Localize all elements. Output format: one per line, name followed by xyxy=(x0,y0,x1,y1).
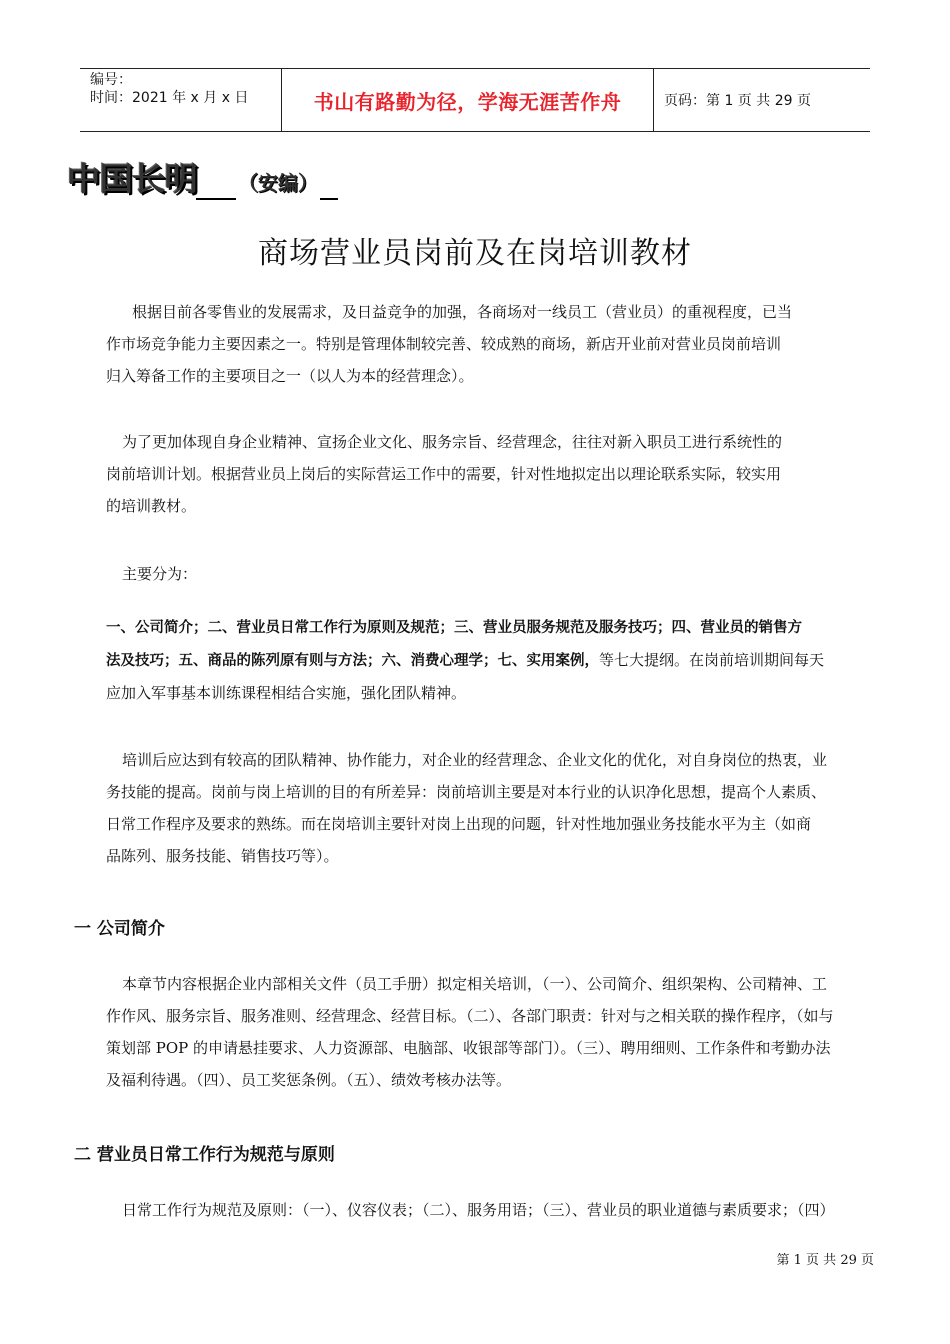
logo-brand: 中国长明 xyxy=(66,160,198,198)
purpose-paragraph xyxy=(106,426,886,522)
purpose-line: 为了更加体现自身企业精神、宣扬企业文化、服务宗旨、经营理念，往往对新入职员工进行系统性的 xyxy=(122,433,783,451)
header-time-label: 时间：2021 年 x 月 x 日 xyxy=(90,90,249,106)
goal-line: 品陈列、服务技能、销售技巧等）。 xyxy=(106,847,339,865)
section-1-line: 本章节内容根据企业内部相关文件（员工手册）拟定相关培训，（一）、公司简介、组织架构、公司精神、工 xyxy=(122,975,828,993)
goal-paragraph xyxy=(106,744,886,872)
section-2-heading: 二 营业员日常工作行为规范与原则 xyxy=(74,1145,335,1165)
goal-line: 培训后应达到有较高的团队精神、协作能力，对企业的经营理念、企业文化的优化，对自身岗位的热衷，业 xyxy=(122,751,828,769)
intro-line: 归入筹备工作的主要项目之一（以人为本的经营理念）。 xyxy=(106,367,474,385)
header-page-label: 页码：第 1 页 共 29 页 xyxy=(664,93,811,109)
goal-line: 务技能的提高。岗前与岗上培训的目的有所差异：岗前培训主要是对本行业的认识净化思想，提高个人素质、 xyxy=(106,783,827,801)
section-1-paragraph xyxy=(106,968,886,1096)
outline-line-1: 一、公司简介；二、营业员日常工作行为原则及规范；三、营业员服务规范及服务技巧；四、营业员的销售方 xyxy=(106,620,802,636)
document-title: 商场营业员岗前及在岗培训教材 xyxy=(258,236,692,271)
section-1-line: 策划部 POP 的申请悬挂要求、人力资源部、电脑部、收银部等部门）。（三）、聘用细则、工作条件和考勤办法 xyxy=(106,1039,831,1057)
section-1-line: 及福利待遇。（四）、员工奖惩条例。（五）、绩效考核办法等。 xyxy=(106,1071,512,1089)
intro-line: 根据目前各零售业的发展需求，及日益竞争的加强，各商场对一线员工（营业员）的重视程度，已当 xyxy=(132,303,793,321)
section-2-paragraph xyxy=(106,1194,886,1226)
section-1-line: 作作风、服务宗旨、服务准则、经营理念、经营目标。（二）、各部门职责：针对与之相关联的操作程序，（如与 xyxy=(106,1007,834,1025)
logo-blank-line xyxy=(196,168,236,200)
outline-paragraph xyxy=(106,612,886,709)
goal-line: 日常工作程序及要求的熟练。而在岗培训主要针对岗上出现的问题，针对性地加强业务技能水平为主（如商 xyxy=(106,815,812,833)
section-2-line: 日常工作行为规范及原则：（一）、仪容仪表；（二）、服务用语；（三）、营业员的职业道德与素质要求；（四） xyxy=(122,1201,835,1219)
header-motto: 书山有路勤为径，学海无涯苦作舟 xyxy=(282,69,654,131)
outline-line-2-bold: 法及技巧；五、商品的陈列原有则与方法；六、消费心理学；七、实用案例， xyxy=(106,653,599,669)
section-1-heading: 一 公司简介 xyxy=(74,919,165,939)
header-table xyxy=(80,68,870,132)
purpose-line: 岗前培训计划。根据营业员上岗后的实际营运工作中的需要，针对性地拟定出以理论联系实际，较实用 xyxy=(106,465,782,483)
header-id-label: 编号： xyxy=(90,72,132,88)
logo xyxy=(66,150,340,200)
logo-blank-line-end xyxy=(320,168,338,200)
outline-line-3: 应加入军事基本训练课程相结合实施，强化团队精神。 xyxy=(106,684,467,702)
intro-line: 作市场竞争能力主要因素之一。特别是管理体制较完善、较成熟的商场，新店开业前对营业员岗前培训 xyxy=(106,335,782,353)
intro-paragraph xyxy=(106,296,886,392)
main-division-label: 主要分为： xyxy=(122,565,198,583)
outline-line-2-rest: 等七大提纲。在岗前培训期间每天 xyxy=(599,651,825,669)
header-meta-cell xyxy=(80,69,282,131)
page-footer: 第 1 页 共 29 页 xyxy=(776,1253,874,1268)
purpose-line: 的培训教材。 xyxy=(106,497,197,515)
logo-sub: （安编） xyxy=(238,171,319,195)
